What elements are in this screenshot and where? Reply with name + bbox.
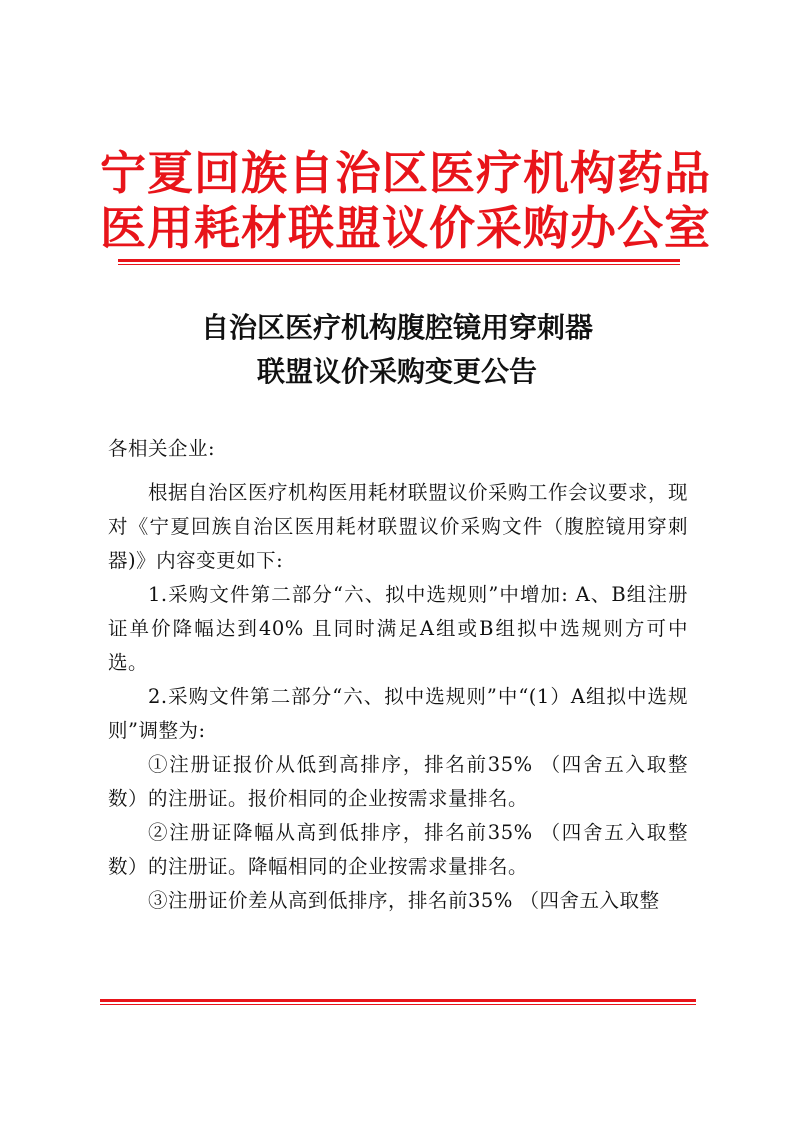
salutation-text: 各相关企业:	[108, 437, 216, 460]
header-divider	[118, 259, 680, 265]
paragraph-rule-3: ③注册证价差从高到低排序，排名前35% （四舍五入取整	[148, 889, 660, 912]
paragraph-rule-2: ②注册证降幅从高到低排序，排名前35% （四舍五入取整数）的注册证。降幅相同的企业按需求量排名。	[108, 821, 688, 878]
issuer-header-line-1: 宁夏回族自治区医疗机构药品	[100, 146, 711, 200]
body-content	[108, 476, 688, 918]
paragraph-item-1: 1.采购文件第二部分“六、拟中选规则”中增加: A、B组注册证单价降幅达到40% 且同时满足A组或B组拟中选规则方可中选。	[108, 583, 688, 674]
paragraph-rule-1: ①注册证报价从低到高排序，排名前35% （四舍五入取整数）的注册证。报价相同的企业按需求量排名。	[108, 753, 688, 810]
paragraph-item-2: 2.采购文件第二部分“六、拟中选规则”中“(1）A组拟中选规则”调整为:	[108, 685, 688, 742]
document-title-line-1: 自治区医疗机构腹腔镜用穿刺器	[200, 311, 593, 344]
salutation	[108, 432, 688, 466]
issuer-header-line-2: 医用耗材联盟议价采购办公室	[100, 201, 711, 255]
document-title-line-2: 联盟议价采购变更公告	[256, 355, 537, 388]
paragraph-intro: 根据自治区医疗机构医用耗材联盟议价采购工作会议要求，现对《宁夏回族自治区医用耗材联盟议价采购文件（腹腔镜用穿刺器)》内容变更如下:	[108, 481, 689, 572]
footer-divider	[100, 999, 696, 1005]
